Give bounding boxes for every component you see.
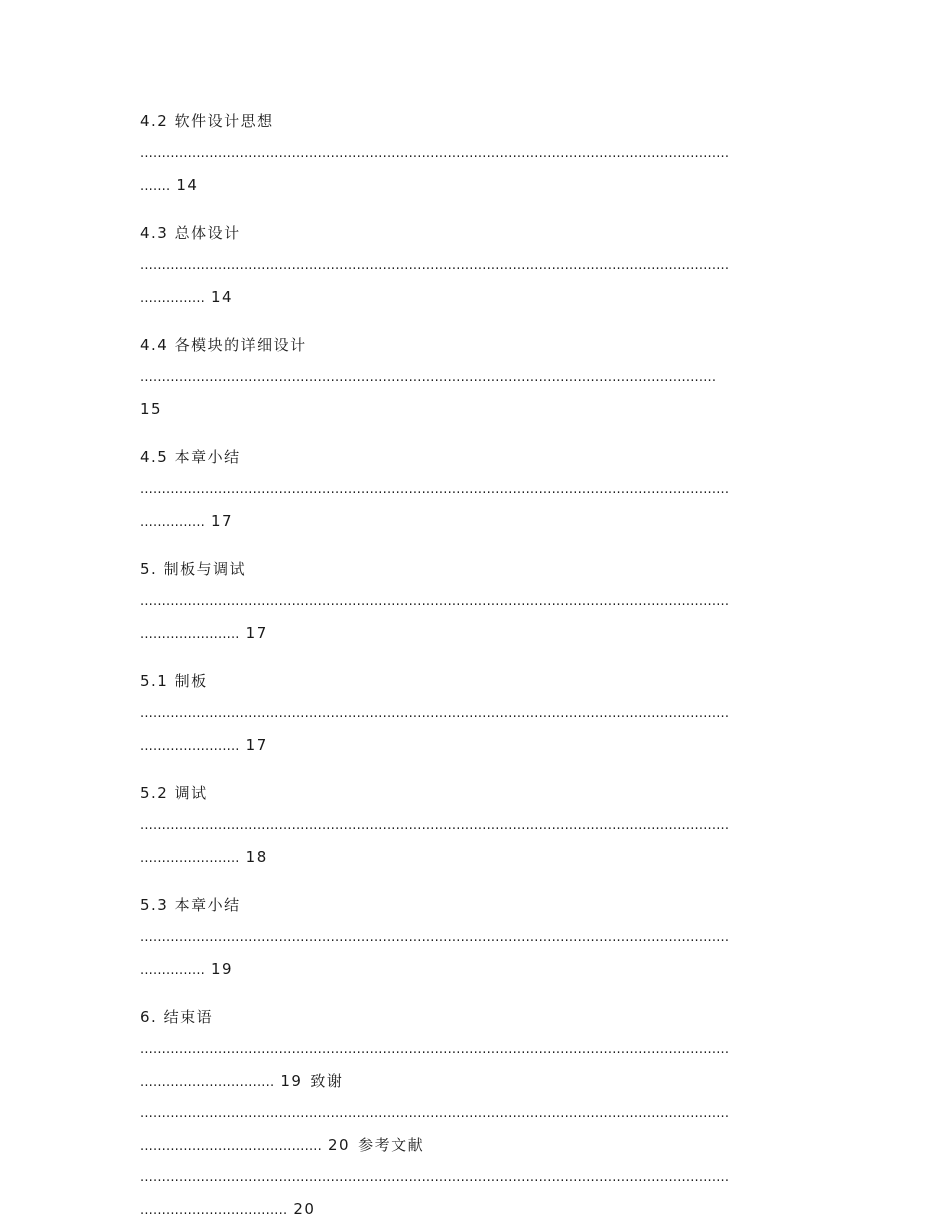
toc-leader-dots: ........................................................................................................................................	[140, 594, 730, 609]
toc-page-number: 15	[140, 400, 163, 418]
toc-leader-dots: .......................	[140, 739, 240, 754]
toc-entry-title: 参考文献	[358, 1136, 425, 1154]
toc-leader-dots: ........................................................................................................................................	[140, 146, 730, 161]
toc-entry-tail	[140, 174, 810, 196]
toc-page-number: 17	[245, 624, 268, 642]
toc-page-number: 14	[211, 288, 234, 306]
toc-entry[interactable]	[140, 110, 810, 196]
toc-entry-tail	[140, 846, 810, 868]
toc-entry-tail	[140, 1070, 810, 1092]
toc-leader-dots: ........................................................................................................................................	[140, 706, 730, 721]
toc-entry-title: 5.2 调试	[140, 784, 208, 802]
toc-entry-title: 4.4 各模块的详细设计	[140, 336, 307, 354]
toc-leader-dots: ...............	[140, 515, 205, 530]
toc-entry-tail	[140, 286, 810, 308]
toc-entry-tail	[140, 1134, 810, 1156]
toc-leader-dots: ...............	[140, 291, 205, 306]
toc-entry[interactable]	[140, 782, 810, 868]
toc-page-number: 20	[293, 1200, 316, 1218]
table-of-contents	[140, 110, 810, 1220]
toc-entry-title: 致谢	[310, 1072, 344, 1090]
toc-entry-tail	[140, 510, 810, 532]
toc-entry-tail	[140, 1198, 810, 1220]
toc-page-number: 19	[280, 1072, 303, 1090]
toc-page-number: 18	[245, 848, 268, 866]
toc-entry[interactable]	[140, 446, 810, 532]
toc-leader-dots: ..........................................	[140, 1139, 322, 1154]
toc-leader-dots: ........................................................................................................................................	[140, 1170, 730, 1185]
toc-page-number: 17	[211, 512, 234, 530]
toc-entry-title: 5. 制板与调试	[140, 560, 247, 578]
toc-page-number: 20	[327, 1136, 351, 1154]
toc-leader-dots: ........................................................................................................................................	[140, 930, 730, 945]
toc-leader-dots: .......	[140, 179, 171, 194]
toc-leader-dots: .......................	[140, 627, 240, 642]
toc-leader-dots: ...............................	[140, 1075, 275, 1090]
toc-page-number: 17	[245, 736, 268, 754]
toc-entry[interactable]	[140, 222, 810, 308]
toc-entry-title: 4.5 本章小结	[140, 448, 241, 466]
toc-entry[interactable]	[140, 1006, 810, 1220]
toc-page-number: 14	[176, 176, 199, 194]
toc-entry-title: 5.1 制板	[140, 672, 208, 690]
toc-entry-title: 4.2 软件设计思想	[140, 112, 274, 130]
toc-leader-dots: ........................................................................................................................................	[140, 1042, 730, 1057]
toc-leader-dots: ..................................	[140, 1203, 288, 1218]
toc-entry[interactable]	[140, 894, 810, 980]
toc-entry-title: 6. 结束语	[140, 1008, 214, 1026]
toc-entry[interactable]	[140, 334, 810, 420]
toc-entry[interactable]	[140, 670, 810, 756]
toc-entry-tail	[140, 622, 810, 644]
toc-leader-dots: ...............	[140, 963, 205, 978]
toc-leader-dots: ........................................................................................................................................	[140, 258, 730, 273]
toc-leader-dots: ........................................................................................................................................	[140, 482, 730, 497]
toc-leader-dots: .......................	[140, 851, 240, 866]
toc-entry-tail	[140, 958, 810, 980]
toc-page-number: 19	[211, 960, 234, 978]
toc-entry-title: 4.3 总体设计	[140, 224, 241, 242]
toc-leader-dots: ........................................................................................................................................	[140, 1106, 730, 1121]
toc-entry[interactable]	[140, 558, 810, 644]
toc-leader-dots: ........................................................................................................................................	[140, 818, 730, 833]
toc-entry-tail	[140, 734, 810, 756]
toc-entry-title: 5.3 本章小结	[140, 896, 241, 914]
toc-leader-dots: .....................................................................................................................................	[140, 370, 717, 385]
